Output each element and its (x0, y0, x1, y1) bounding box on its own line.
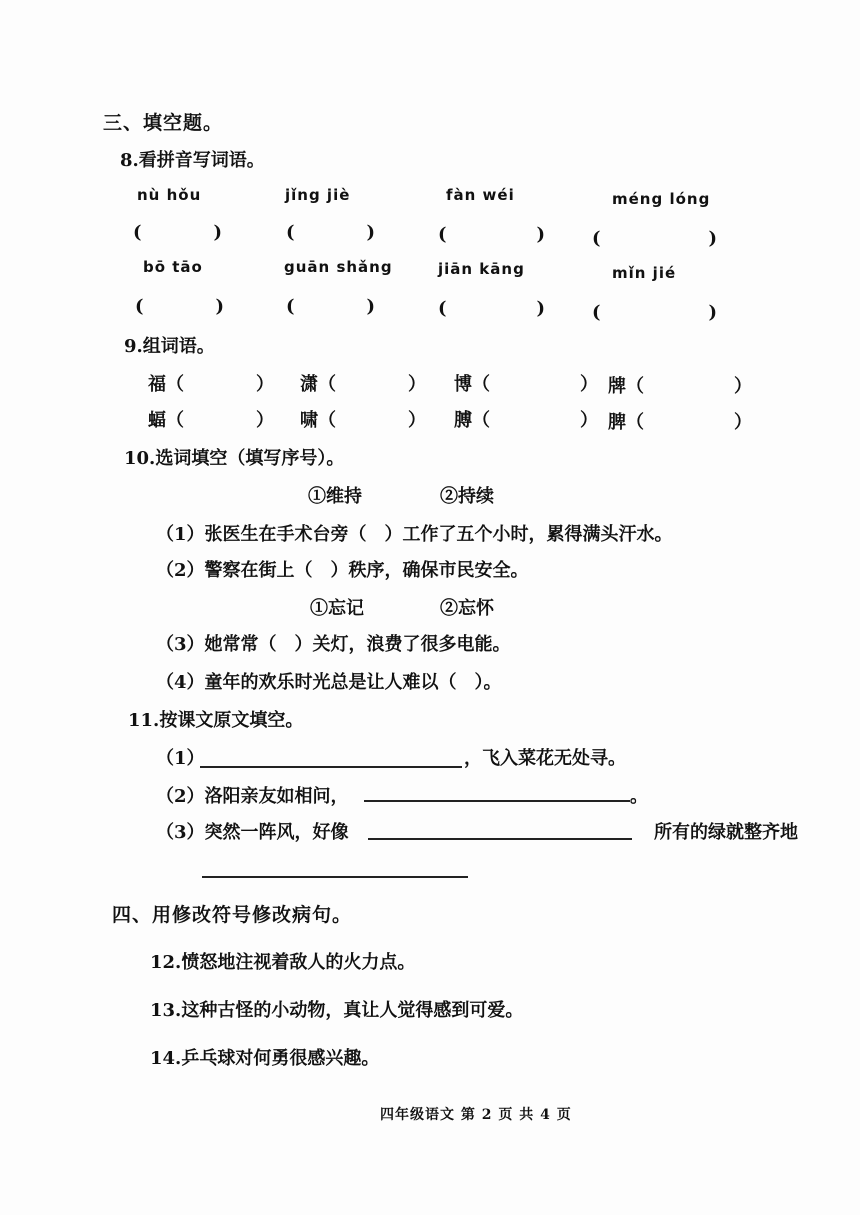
q10-option-b1: ②持续 (440, 486, 494, 507)
word-char: 啸（ (300, 410, 336, 431)
pinyin-answer-box-6[interactable]: ( ) (286, 296, 376, 317)
word-char: 脾（ (608, 412, 644, 433)
pinyin-4: méng lóng (612, 190, 711, 208)
pinyin-1: nù hǒu (137, 186, 202, 204)
q11-blank-4[interactable] (202, 876, 468, 878)
q8-title: 8.看拼音写词语。 (120, 150, 265, 171)
q12-sentence: 12.愤怒地注视着敌人的火力点。 (150, 952, 416, 973)
q10-option-b2: ②忘怀 (440, 598, 494, 619)
word-group-8[interactable]: 脾（ ） (608, 412, 752, 433)
q13-sentence: 13.这种古怪的小动物，真让人觉得感到可爱。 (150, 1000, 524, 1021)
pinyin-6: guān shǎng (284, 258, 393, 276)
q10-sentence-4: （4）童年的欢乐时光总是让人难以（ ）。 (156, 672, 502, 693)
section-4-title: 四、用修改符号修改病句。 (112, 904, 353, 926)
pinyin-answer-box-2[interactable]: ( ) (286, 222, 376, 243)
pinyin-answer-box-1[interactable]: ( ) (133, 222, 223, 243)
word-char: 蝠（ (148, 410, 184, 431)
q10-sentence-2: （2）警察在街上（ ）秩序，确保市民安全。 (156, 560, 529, 581)
section-3-title: 三、填空题。 (103, 112, 224, 134)
pinyin-2: jǐng jiè (285, 186, 351, 204)
q10-sentence-1: （1）张医生在手术台旁（ ）工作了五个小时，累得满头汗水。 (156, 524, 673, 545)
q10-option-a2: ①忘记 (310, 598, 364, 619)
word-char: 牌（ (608, 376, 644, 397)
q11-blank-3[interactable] (368, 838, 632, 840)
word-char: 福（ (148, 374, 184, 395)
pinyin-5: bō tāo (143, 258, 203, 276)
pinyin-answer-box-4[interactable]: ( ) (592, 228, 718, 249)
word-char: 膊（ (454, 410, 490, 431)
word-group-5[interactable]: 蝠（ ） (148, 410, 274, 431)
pinyin-8: mǐn jié (612, 264, 677, 282)
pinyin-3: fàn wéi (446, 186, 515, 204)
q10-title: 10.选词填空（填写序号）。 (124, 448, 345, 469)
q11-line3-suffix: 所有的绿就整齐地 (654, 822, 798, 843)
word-char: 潇（ (300, 374, 336, 395)
q11-line1-prefix: （1） (156, 748, 205, 769)
q11-blank-2[interactable] (364, 800, 630, 802)
q11-line2-suffix: 。 (630, 786, 648, 807)
q11-line1-suffix: ，飞入菜花无处寻。 (464, 748, 626, 769)
q11-blank-1[interactable] (200, 766, 462, 768)
page-footer: 四年级语文 第 2 页 共 4 页 (380, 1107, 572, 1123)
q10-option-a1: ①维持 (308, 486, 362, 507)
word-group-4[interactable]: 牌（ ） (608, 376, 752, 397)
q11-line3-prefix: （3）突然一阵风，好像 (156, 822, 349, 843)
word-group-3[interactable]: 博（ ） (454, 374, 598, 395)
pinyin-answer-box-5[interactable]: ( ) (135, 296, 225, 317)
word-group-2[interactable]: 潇（ ） (300, 374, 426, 395)
pinyin-answer-box-7[interactable]: ( ) (438, 298, 546, 319)
word-group-1[interactable]: 福（ ） (148, 374, 274, 395)
q10-sentence-3: （3）她常常（ ）关灯，浪费了很多电能。 (156, 634, 511, 655)
pinyin-answer-box-8[interactable]: ( ) (592, 302, 718, 323)
word-group-6[interactable]: 啸（ ） (300, 410, 426, 431)
word-char: 博（ (454, 374, 490, 395)
q9-title: 9.组词语。 (124, 336, 215, 357)
word-group-7[interactable]: 膊（ ） (454, 410, 598, 431)
q11-line2-prefix: （2）洛阳亲友如相问， (156, 786, 349, 807)
q14-sentence: 14.乒乓球对何勇很感兴趣。 (150, 1048, 380, 1069)
q11-title: 11.按课文原文填空。 (128, 710, 304, 731)
pinyin-answer-box-3[interactable]: ( ) (438, 224, 546, 245)
pinyin-7: jiān kāng (438, 260, 525, 278)
